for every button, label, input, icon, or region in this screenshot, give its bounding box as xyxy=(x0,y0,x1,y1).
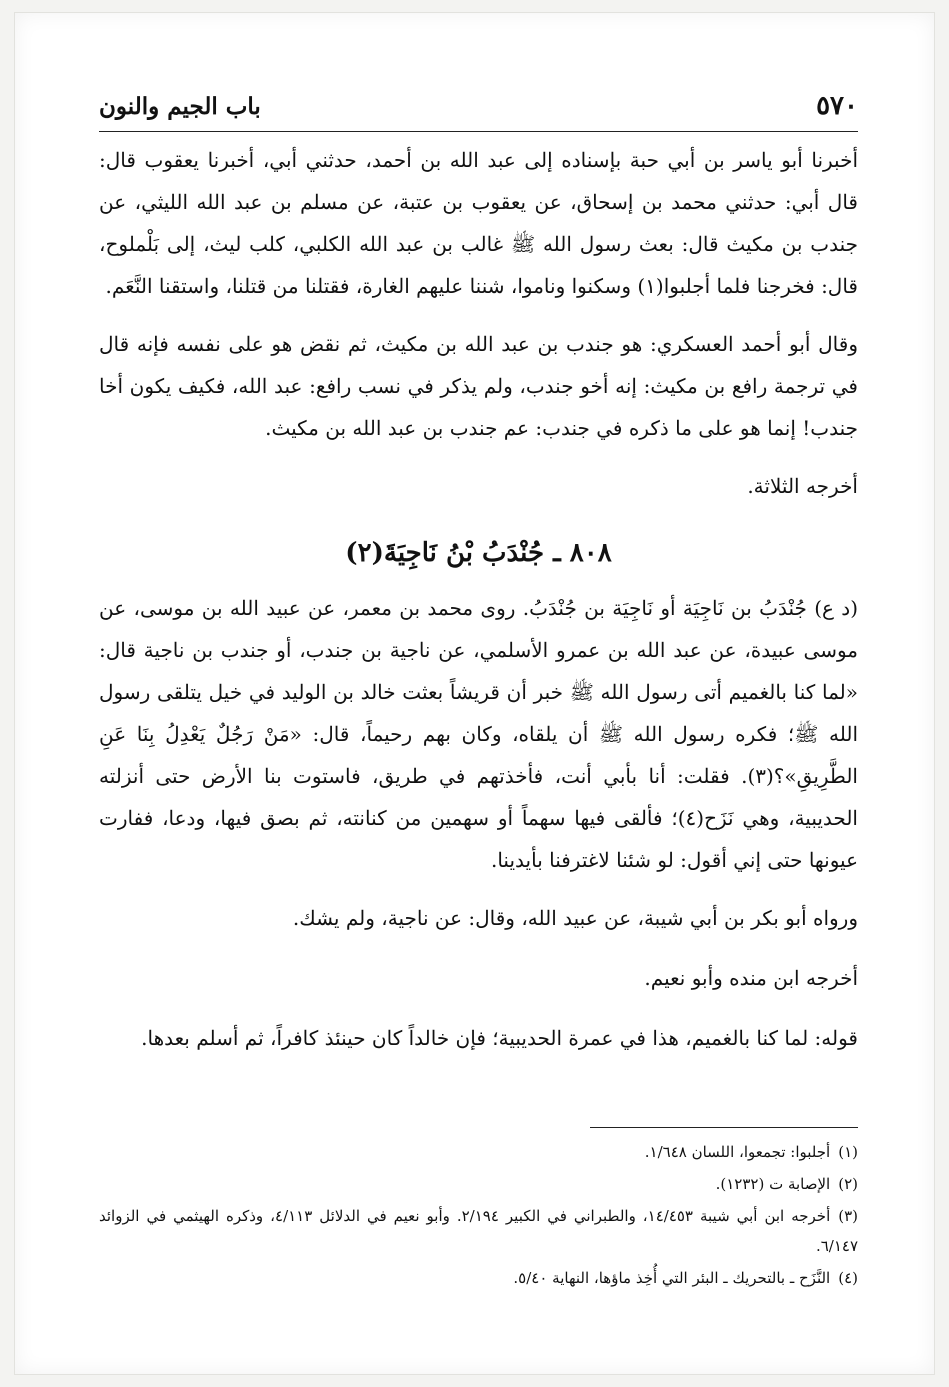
footnote-text: أخرجه ابن أبي شيبة ١٤/٤٥٣، والطبراني في الكبير ٢/١٩٤. وأبو نعيم في الدلائل ٤/١١٣، وذكره الهيثمي في الزوائد ٦/١٤٧. xyxy=(99,1207,858,1255)
paragraph-takhrij-2: أخرجه ابن منده وأبو نعيم. xyxy=(644,966,858,990)
paragraph-takhrij: أخرجه الثلاثة. xyxy=(747,474,858,498)
footnote-text: الإصابة ت (١٢٣٢). xyxy=(715,1175,831,1193)
footnote-item xyxy=(99,1263,858,1293)
book-page xyxy=(14,12,935,1375)
footnote-number: (٤) xyxy=(838,1269,858,1287)
footnote-number: (٣) xyxy=(838,1207,859,1225)
page-number: ٥٧٠ xyxy=(816,91,858,121)
footnote-number: (٢) xyxy=(838,1175,858,1193)
footnote-item xyxy=(99,1169,858,1199)
footnote-text: أجلبوا: تجمعوا، اللسان ١/٦٤٨. xyxy=(644,1143,831,1161)
footnotes xyxy=(99,1137,858,1295)
footnote-text: النَّزَح ـ بالتحريك ـ البئر التي أُخِذ ماؤها، النهاية ٥/٤٠. xyxy=(513,1269,831,1287)
page-header xyxy=(99,81,858,132)
footnote-item xyxy=(99,1137,858,1167)
paragraph-abu-bakr: ورواه أبو بكر بن أبي شيبة، عن عبيد الله، وقال: عن ناجية، ولم يشك. xyxy=(292,906,858,930)
footnote-item xyxy=(99,1201,858,1261)
paragraph-entry-body: (د ع) جُنْدَبُ بن نَاجِيَة أو نَاجِيَة بن جُنْدَبُ. روى محمد بن معمر، عن عبيد الله بن موسى، عن موسى عبيدة، عن عبد الله بن عمرو الأسلمي، عن ناجية بن جندب، أو جندب بن ناجية قال: «لما كنا بالغميم أتى رسول الله ﷺ خبر أن قريشاً بعثت خالد بن الوليد في خيل يتلقى رسول الله ﷺ؛ فكره رسول الله ﷺ أن يلقاه، وكان بهم رحيماً، قال: «مَنْ رَجُلٌ يَعْدِلُ بِنَا عَنِ الطَّرِيقِ»؟(٣). فقلت: أنا بأبي أنت، فأخذتهم في طريق، فاستوت بنا الأرض حتى أنزلته الحديبية، وهي نَزَح(٤)؛ فألقى فيها سهماً أو سهمين من كنانته، ثم بصق فيها، ودعا، ففارت عيونها حتى إني أقول: لو شئنا لاغترفنا بأيدينا. xyxy=(99,596,858,872)
paragraph-narration: أخبرنا أبو ياسر بن أبي حبة بإسناده إلى عبد الله بن أحمد، حدثني أبي، أخبرنا يعقوب قال: قال أبي: حدثني محمد بن إسحاق، عن يعقوب بن عتبة، عن مسلم بن عبد الله الليثي، عن جندب بن مكيث قال: بعث رسول الله ﷺ غالب بن عبد الله الكلبي، كلب ليث، إلى بَلْملوح، قال: فخرجنا فلما أجلبوا(١) وسكنوا وناموا، شننا عليهم الغارة، فقتلنا من قتلنا، واستقنا النَّعَم. xyxy=(99,148,858,298)
footnote-divider xyxy=(590,1127,858,1128)
paragraph-askari-note: وقال أبو أحمد العسكري: هو جندب بن عبد الله بن مكيث، ثم نقض هو على نفسه فإنه قال في ترجمة رافع بن مكيث: إنه أخو جندب، ولم يذكر في نسب رافع: عبد الله، فكيف يكون أخا جندب! إنما هو على ما ذكره في جندب: عم جندب بن عبد الله بن مكيث. xyxy=(99,332,858,440)
paragraph-commentary: قوله: لما كنا بالغميم، هذا في عمرة الحديبية؛ فإن خالداً كان حينئذ كافراً، ثم أسلم بعدها. xyxy=(141,1026,858,1050)
main-text xyxy=(99,139,858,1075)
chapter-title: باب الجيم والنون xyxy=(99,92,261,120)
entry-heading: ٨٠٨ ـ جُنْدَبُ بْنُ نَاجِيَةَ(٢) xyxy=(345,538,612,568)
footnote-number: (١) xyxy=(838,1143,858,1161)
